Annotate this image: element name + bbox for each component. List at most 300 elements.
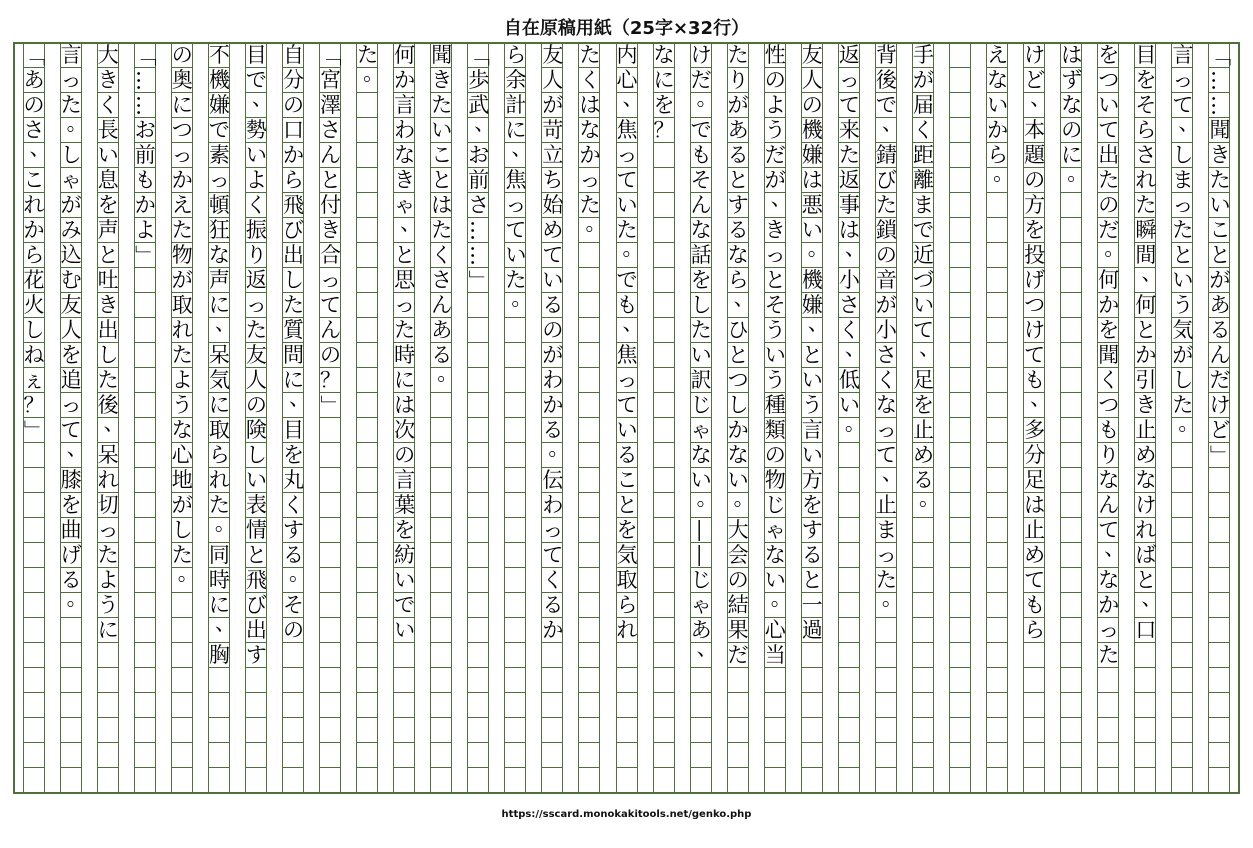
manuscript-cell: ら: [208, 443, 230, 467]
manuscript-cell: 呆: [97, 443, 119, 467]
manuscript-cell: 話: [690, 243, 712, 267]
manuscript-cell: [505, 743, 525, 768]
manuscript-cell: て: [542, 243, 564, 267]
manuscript-cell: [1024, 643, 1044, 668]
manuscript-cell: [505, 518, 525, 543]
manuscript-cell: あ: [1209, 293, 1231, 317]
manuscript-cell: う: [1172, 293, 1194, 317]
manuscript-cell: な: [987, 68, 1009, 92]
page-title: 自在原稿用紙（25字×32行）: [503, 18, 750, 39]
manuscript-cell: と: [727, 168, 749, 192]
manuscript-cell: [1209, 718, 1229, 743]
manuscript-cell: く: [579, 68, 601, 92]
manuscript-cell: [728, 743, 748, 768]
manuscript-cell: き: [97, 68, 119, 92]
manuscript-cell: [654, 443, 674, 468]
manuscript-cell: を: [1098, 43, 1120, 67]
manuscript-cell: い: [727, 468, 749, 492]
manuscript-cell: [357, 668, 377, 693]
manuscript-cell: づ: [912, 268, 934, 292]
manuscript-cell: [135, 643, 155, 668]
manuscript-cell: [1061, 568, 1081, 593]
manuscript-cell: 地: [171, 468, 193, 492]
manuscript-column: [949, 44, 971, 792]
manuscript-cell: 、: [1135, 268, 1155, 293]
manuscript-cell: [1209, 768, 1229, 793]
manuscript-cell: い: [616, 418, 638, 442]
manuscript-cell: 種: [764, 393, 786, 417]
manuscript-cell: 、: [209, 618, 229, 643]
manuscript-cell: の: [875, 243, 897, 267]
manuscript-cell: い: [542, 268, 564, 292]
manuscript-cell: [654, 293, 674, 318]
manuscript-cell: 丸: [282, 468, 304, 492]
manuscript-cell: [654, 568, 674, 593]
manuscript-cell: [950, 93, 970, 118]
manuscript-cell: [802, 718, 822, 743]
manuscript-cell: の: [1061, 118, 1083, 142]
manuscript-cell: [505, 368, 525, 393]
manuscript-cell: [505, 393, 525, 418]
manuscript-cell: [431, 393, 451, 418]
manuscript-cell: の: [542, 318, 564, 342]
manuscript-cell: [1024, 743, 1044, 768]
manuscript-cell: を: [97, 193, 119, 217]
manuscript-cell: [913, 568, 933, 593]
manuscript-cell: [24, 543, 44, 568]
manuscript-cell: 聞: [1098, 343, 1120, 367]
manuscript-cell: 。: [357, 68, 377, 93]
manuscript-cell: [505, 343, 525, 368]
manuscript-cell: [135, 418, 155, 443]
manuscript-cell: 、: [913, 343, 933, 368]
manuscript-cell: 人: [801, 68, 823, 92]
manuscript-cell: [135, 318, 155, 343]
manuscript-cell: 内: [616, 43, 638, 67]
manuscript-cell: 立: [542, 143, 564, 167]
manuscript-cell: 時: [208, 568, 230, 592]
manuscript-cell: 奥: [171, 68, 193, 92]
manuscript-cell: 「: [1209, 43, 1229, 68]
manuscript-cell: [24, 518, 44, 543]
manuscript-cell: と: [616, 493, 638, 517]
manuscript-cell: 過: [801, 618, 823, 642]
manuscript-cell: [1172, 593, 1192, 618]
manuscript-cell: き: [1209, 143, 1231, 167]
manuscript-cell: ら: [505, 43, 527, 67]
manuscript-cell: [950, 143, 970, 168]
manuscript-cell: 。: [617, 243, 637, 268]
manuscript-cell: [135, 693, 155, 718]
manuscript-cell: 、: [1024, 393, 1044, 418]
manuscript-cell: か: [579, 143, 601, 167]
manuscript-cell: [617, 643, 637, 668]
manuscript-column: [466, 44, 496, 792]
manuscript-cell: [950, 468, 970, 493]
manuscript-cell: [24, 593, 44, 618]
manuscript-cell: し: [282, 268, 304, 292]
manuscript-cell: 聞: [1209, 118, 1231, 142]
manuscript-cell: [1061, 318, 1081, 343]
manuscript-cell: [431, 693, 451, 718]
manuscript-column: [1171, 43, 1200, 792]
manuscript-cell: [617, 693, 637, 718]
manuscript-cell: [431, 668, 451, 693]
manuscript-cell: も: [1024, 368, 1046, 392]
manuscript-cell: [950, 193, 970, 218]
manuscript-cell: き: [394, 168, 416, 192]
manuscript-cell: き: [97, 293, 119, 317]
manuscript-cell: [24, 668, 44, 693]
manuscript-cell: [654, 493, 674, 518]
manuscript-cell: [468, 368, 488, 393]
manuscript-cell: [579, 743, 599, 768]
manuscript-cell: [987, 468, 1007, 493]
manuscript-cell: [505, 768, 525, 793]
manuscript-cell: る: [727, 143, 749, 167]
manuscript-cell: 出: [282, 243, 304, 267]
manuscript-cell: [468, 693, 488, 718]
manuscript-cell: 質: [282, 318, 304, 342]
manuscript-cell: だ: [690, 68, 712, 92]
manuscript-cell: を: [690, 268, 712, 292]
manuscript-cell: は: [431, 193, 453, 217]
manuscript-cell: [394, 693, 414, 718]
manuscript-cell: い: [801, 218, 823, 242]
manuscript-cell: ん: [690, 193, 712, 217]
manuscript-cell: け: [1024, 43, 1046, 67]
manuscript-cell: て: [838, 93, 860, 117]
manuscript-cell: は: [1024, 493, 1046, 517]
manuscript-cell: [579, 243, 599, 268]
manuscript-cell: だ: [764, 143, 786, 167]
manuscript-cell: [209, 693, 229, 718]
manuscript-column: [60, 43, 88, 792]
manuscript-cell: 投: [1024, 243, 1046, 267]
manuscript-cell: が: [1172, 343, 1194, 367]
manuscript-cell: [728, 668, 748, 693]
manuscript-cell: [579, 443, 599, 468]
manuscript-cell: [135, 343, 155, 368]
manuscript-cell: な: [208, 243, 230, 267]
manuscript-cell: …: [1209, 68, 1229, 93]
manuscript-cell: [987, 343, 1007, 368]
manuscript-cell: [654, 368, 674, 393]
manuscript-cell: い: [394, 568, 416, 592]
manuscript-cell: に: [653, 68, 675, 92]
manuscript-cell: 不: [208, 43, 230, 67]
manuscript-cell: き: [320, 218, 342, 242]
manuscript-cell: 。: [61, 593, 81, 618]
manuscript-cell: [765, 718, 785, 743]
manuscript-cell: 。: [505, 293, 525, 318]
manuscript-cell: [654, 668, 674, 693]
manuscript-cell: が: [875, 293, 897, 317]
manuscript-cell: 、: [246, 93, 266, 118]
manuscript-cell: [1024, 718, 1044, 743]
manuscript-column: [838, 43, 866, 792]
manuscript-cell: 一: [801, 593, 823, 617]
manuscript-cell: [431, 418, 451, 443]
manuscript-cell: が: [171, 268, 193, 292]
manuscript-cell: 、: [468, 118, 488, 143]
manuscript-cell: ば: [1135, 543, 1157, 567]
manuscript-cell: っ: [875, 543, 897, 567]
manuscript-cell: っ: [1098, 618, 1120, 642]
manuscript-cell: な: [690, 443, 712, 467]
manuscript-cell: [1098, 743, 1118, 768]
manuscript-cell: [320, 568, 340, 593]
manuscript-cell: ？: [320, 368, 342, 392]
manuscript-cell: っ: [542, 518, 564, 542]
manuscript-cell: 後: [97, 393, 119, 417]
manuscript-cell: [654, 718, 674, 743]
manuscript-cell: 飛: [282, 193, 304, 217]
manuscript-cell: 、: [209, 318, 229, 343]
manuscript-cell: [505, 418, 525, 443]
manuscript-cell: [579, 543, 599, 568]
manuscript-cell: 焦: [616, 343, 638, 367]
manuscript-cell: け: [690, 43, 712, 67]
manuscript-cell: だ: [727, 643, 749, 667]
manuscript-cell: ―: [691, 543, 711, 568]
manuscript-cell: た: [1098, 168, 1120, 192]
manuscript-cell: [431, 443, 451, 468]
manuscript-cell: こ: [431, 143, 453, 167]
manuscript-cell: …: [468, 218, 488, 243]
manuscript-cell: る: [616, 443, 638, 467]
manuscript-cell: で: [912, 218, 934, 242]
manuscript-cell: [431, 568, 451, 593]
manuscript-cell: っ: [616, 143, 638, 167]
manuscript-column: [319, 44, 341, 792]
manuscript-cell: [468, 593, 488, 618]
manuscript-cell: さ: [875, 343, 897, 367]
manuscript-cell: [172, 618, 192, 643]
manuscript-cell: [283, 668, 303, 693]
manuscript-cell: [320, 743, 340, 768]
manuscript-cell: の: [801, 93, 823, 117]
manuscript-cell: [61, 693, 81, 718]
manuscript-cell: 、: [98, 418, 118, 443]
manuscript-cell: [357, 593, 377, 618]
manuscript-cell: ね: [23, 343, 45, 367]
manuscript-cell: た: [1172, 393, 1194, 417]
manuscript-cell: [765, 768, 785, 793]
manuscript-cell: [357, 393, 377, 418]
manuscript-cell: [691, 768, 711, 793]
manuscript-cell: [728, 718, 748, 743]
manuscript-cell: し: [1172, 143, 1194, 167]
manuscript-cell: わ: [394, 118, 416, 142]
manuscript-cell: [357, 293, 377, 318]
manuscript-cell: も: [134, 168, 156, 192]
manuscript-cell: [654, 168, 674, 193]
manuscript-cell: 、: [61, 443, 81, 468]
manuscript-cell: の: [245, 393, 267, 417]
manuscript-cell: 止: [1135, 418, 1157, 442]
manuscript-cell: [320, 543, 340, 568]
manuscript-cell: [320, 618, 340, 643]
manuscript-cell: 情: [245, 518, 267, 542]
manuscript-cell: 出: [1098, 143, 1120, 167]
manuscript-cell: [654, 418, 674, 443]
manuscript-cell: 、: [617, 93, 637, 118]
manuscript-cell: り: [1098, 443, 1120, 467]
manuscript-cell: た: [579, 43, 601, 67]
manuscript-cell: 伝: [542, 468, 564, 492]
manuscript-cell: [950, 68, 970, 93]
manuscript-cell: [1061, 718, 1081, 743]
manuscript-cell: [950, 543, 970, 568]
manuscript-cell: か: [542, 618, 564, 642]
manuscript-cell: げ: [60, 543, 82, 567]
manuscript-cell: [839, 668, 859, 693]
manuscript-cell: な: [1061, 93, 1083, 117]
manuscript-cell: [1061, 218, 1081, 243]
manuscript-cell: [135, 493, 155, 518]
manuscript-cell: [24, 768, 44, 793]
manuscript-cell: [987, 243, 1007, 268]
manuscript-cell: よ: [245, 168, 267, 192]
manuscript-cell: [950, 368, 970, 393]
manuscript-cell: 勢: [245, 118, 267, 142]
manuscript-cell: る: [727, 218, 749, 242]
manuscript-cell: [1061, 668, 1081, 693]
manuscript-cell: っ: [320, 268, 342, 292]
manuscript-cell: [691, 693, 711, 718]
manuscript-cell: [654, 393, 674, 418]
manuscript-cell: [246, 718, 266, 743]
manuscript-cell: [357, 93, 377, 118]
manuscript-cell: は: [394, 393, 416, 417]
manuscript-cell: え: [171, 193, 193, 217]
manuscript-cell: [24, 718, 44, 743]
manuscript-cell: と: [1135, 318, 1157, 342]
manuscript-cell: [135, 443, 155, 468]
manuscript-column: [356, 43, 385, 792]
manuscript-cell: [654, 643, 674, 668]
manuscript-cell: て: [875, 443, 897, 467]
manuscript-cell: [617, 743, 637, 768]
manuscript-cell: か: [987, 118, 1009, 142]
manuscript-cell: [802, 643, 822, 668]
manuscript-cell: [1172, 693, 1192, 718]
manuscript-cell: げ: [1024, 268, 1046, 292]
manuscript-cell: ま: [875, 518, 897, 542]
manuscript-cell: [950, 493, 970, 518]
manuscript-cell: る: [1209, 318, 1231, 342]
manuscript-cell: こ: [1209, 218, 1231, 242]
manuscript-cell: ら: [616, 593, 638, 617]
manuscript-cell: [24, 618, 44, 643]
manuscript-cell: [468, 518, 488, 543]
manuscript-cell: [1209, 568, 1229, 593]
manuscript-cell: 友: [60, 293, 82, 317]
manuscript-cell: 類: [764, 418, 786, 442]
manuscript-cell: [579, 318, 599, 343]
manuscript-cell: 返: [838, 168, 860, 192]
manuscript-cell: 心: [616, 68, 638, 92]
manuscript-grid: [13, 42, 1240, 794]
manuscript-cell: [950, 593, 970, 618]
manuscript-cell: 呆: [208, 343, 230, 367]
manuscript-column: [282, 43, 310, 792]
manuscript-cell: く: [1098, 368, 1120, 392]
manuscript-cell: [654, 468, 674, 493]
manuscript-cell: 止: [875, 493, 897, 517]
manuscript-cell: [876, 768, 896, 793]
manuscript-cell: 、: [1172, 118, 1192, 143]
manuscript-cell: れ: [1135, 518, 1157, 542]
manuscript-cell: た: [171, 543, 193, 567]
manuscript-cell: れ: [208, 468, 230, 492]
manuscript-cell: か: [134, 193, 156, 217]
manuscript-cell: 狂: [208, 218, 230, 242]
manuscript-cell: っ: [60, 68, 82, 92]
manuscript-cell: [876, 693, 896, 718]
manuscript-cell: し: [23, 318, 45, 342]
manuscript-cell: ら: [1024, 618, 1046, 642]
manuscript-cell: 武: [468, 93, 490, 117]
manuscript-cell: [172, 768, 192, 793]
manuscript-cell: な: [1098, 468, 1120, 492]
manuscript-cell: [839, 768, 859, 793]
manuscript-cell: [394, 743, 414, 768]
manuscript-cell: し: [690, 293, 712, 317]
manuscript-cell: し: [245, 443, 267, 467]
manuscript-cell: 止: [1024, 518, 1046, 542]
manuscript-cell: く: [875, 368, 897, 392]
manuscript-cell: す: [727, 193, 749, 217]
manuscript-cell: [913, 593, 933, 618]
manuscript-cell: [357, 543, 377, 568]
manuscript-cell: と: [764, 268, 786, 292]
manuscript-cell: て: [616, 168, 638, 192]
manuscript-cell: [1061, 618, 1081, 643]
manuscript-cell: [1061, 693, 1081, 718]
manuscript-cell: っ: [208, 168, 230, 192]
manuscript-cell: の: [394, 443, 416, 467]
manuscript-cell: [135, 593, 155, 618]
manuscript-cell: [654, 268, 674, 293]
manuscript-cell: [320, 518, 340, 543]
manuscript-cell: 気: [616, 543, 638, 567]
manuscript-cell: と: [801, 568, 823, 592]
manuscript-cell: は: [838, 218, 860, 242]
manuscript-cell: い: [1172, 268, 1194, 292]
manuscript-cell: そ: [282, 593, 304, 617]
manuscript-cell: …: [135, 68, 155, 93]
manuscript-cell: れ: [616, 618, 638, 642]
manuscript-cell: は: [579, 93, 601, 117]
manuscript-cell: 。: [765, 593, 785, 618]
manuscript-cell: な: [171, 418, 193, 442]
manuscript-cell: た: [97, 543, 119, 567]
manuscript-cell: く: [838, 318, 860, 342]
manuscript-cell: [24, 443, 44, 468]
manuscript-cell: [1098, 668, 1118, 693]
manuscript-cell: か: [23, 218, 45, 242]
manuscript-cell: の: [171, 43, 193, 67]
manuscript-cell: [839, 443, 859, 468]
manuscript-cell: 返: [838, 43, 860, 67]
manuscript-cell: [691, 718, 711, 743]
manuscript-column: [1097, 43, 1126, 792]
manuscript-cell: 多: [1024, 418, 1046, 442]
manuscript-cell: [987, 193, 1007, 218]
manuscript-cell: [283, 743, 303, 768]
